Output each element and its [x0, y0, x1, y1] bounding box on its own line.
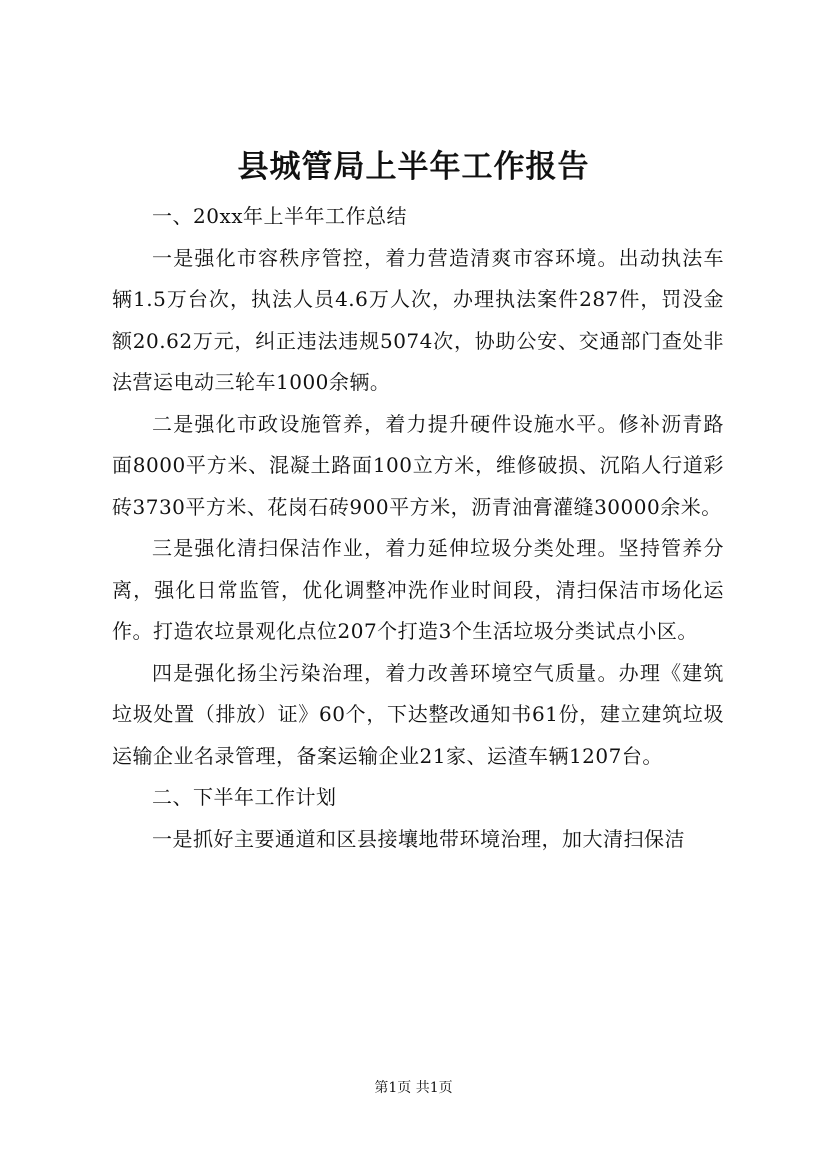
paragraph-city-order: 一是强化市容秩序管控，着力营造清爽市容环境。出动执法车辆1.5万台次，执法人员4.6万人次，办理执法案件287件，罚没金额20.62万元，纠正违法违规5074次，协助公安、交通部门查处非法营运电动三轮车1000余辆。 [112, 245, 724, 394]
paragraph-dust-control: 四是强化扬尘污染治理，着力改善环境空气质量。办理《建筑垃圾处置（排放）证》60个，下达整改通知书61份，建立建筑垃圾运输企业名录管理，备案运输企业21家、运渣车辆1207台。 [112, 660, 724, 768]
paragraph-cleaning: 三是强化清扫保洁作业，着力延伸垃圾分类处理。坚持管养分离，强化日常监管，优化调整冲洗作业时间段，清扫保洁市场化运作。打造农垃景观化点位207个打造3个生活垃圾分类试点小区。 [112, 536, 724, 643]
paragraph-plan-first: 一是抓好主要通道和区县接壤地带环境治理，加大清扫保洁 [152, 826, 685, 851]
document-title: 县城管局上半年工作报告 [237, 149, 590, 185]
section-heading-plan: 二、下半年工作计划 [152, 785, 337, 809]
page-footer: 第1页 共1页 [374, 1080, 453, 1096]
paragraph-municipal-facilities: 二是强化市政设施管养，着力提升硬件设施水平。修补沥青路面8000平方米、混凝土路面100立方米，维修破损、沉陷人行道彩砖3730平方米、花岗石砖900平方米，沥青油膏灌缝30000余米。 [112, 411, 724, 519]
section-heading-summary: 一、20xx年上半年工作总结 [152, 204, 408, 228]
document-body [112, 196, 724, 860]
